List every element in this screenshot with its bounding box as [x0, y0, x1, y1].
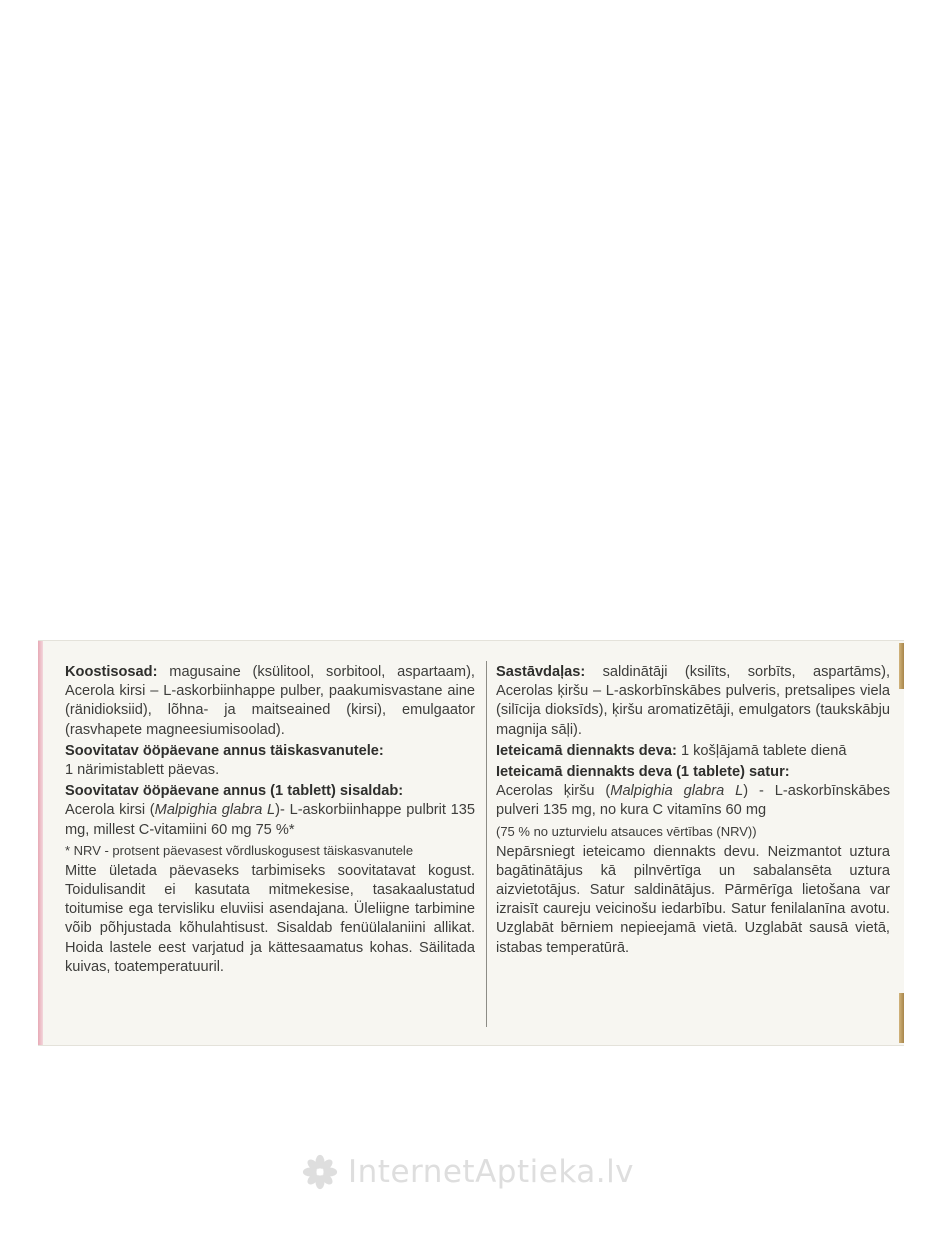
watermark-text: InternetAptieka.lv	[348, 1154, 635, 1190]
ingredients-label-et: Koostisosad:	[65, 664, 158, 680]
contains-pre-lv: Acerolas ķiršu (	[496, 783, 611, 800]
ingredients-text-lv: saldinātāji (ksilīts, sorbīts, aspartāms), Acerolas ķiršu – L-askorbīnskābes pulveris, pretsalipes viela (silīcija dioksīds), ķiršu aromatizētāji, emulgators (taukskābju magnija sāļi).	[496, 664, 890, 738]
warnings-et: Mitte ületada päevaseks tarbimiseks soovitatavat kogust. Toidulisandit ei kasutata mitmekesise, tasakaalustatud toitumise ega tervisliku eluviisi asendajana. Üleliigne tarbimine võib põhjustada kõhulahtisust. Sisaldab fenüülalaniini allikat. Hoida lastele eest varjatud ja kättesaamatus kohas. Säilitada kuivas, toatemperatuuril.	[65, 862, 475, 975]
contains-post-et: )- L-askorbiinhappe pulbrit 135 mg, millest C-vitamiini 60 mg 75 %*	[65, 802, 475, 838]
ingredients-label-lv: Sastāvdaļas:	[496, 664, 586, 680]
dose-paragraph-et	[65, 742, 475, 780]
dose-paragraph-lv	[496, 742, 890, 761]
footnote-et: * NRV - protsent päevasest võrdluskogusest täiskasvanutele	[65, 842, 414, 858]
dose-text-lv: 1 košļājamā tablete dienā	[676, 742, 847, 759]
contains-label-et: Soovitatav ööpäevane annus (1 tablett) sisaldab:	[65, 783, 404, 800]
contains-pre-et: Acerola kirsi (	[65, 802, 155, 819]
contains-paragraph-et	[65, 782, 475, 840]
package-right-edge-top	[899, 643, 904, 689]
leaf-flower-icon	[302, 1154, 338, 1190]
contains-paragraph-lv	[496, 763, 890, 821]
latin-name-et: Malpighia glabra L	[154, 802, 276, 819]
latvian-column	[496, 663, 890, 960]
package-right-edge-bottom	[899, 993, 904, 1043]
ingredients-paragraph-lv	[496, 663, 890, 740]
package-left-edge	[38, 641, 43, 1045]
estonian-column	[65, 663, 475, 979]
package-label-panel	[38, 640, 904, 1046]
column-divider	[486, 661, 487, 1027]
contains-label-lv: Ieteicamā diennakts deva (1 tablete) satur:	[496, 764, 790, 781]
watermark	[302, 1150, 662, 1194]
ingredients-paragraph-et	[65, 663, 475, 740]
footnote-lv: (75 % no uzturvielu atsauces vērtības (NRV))	[496, 823, 757, 839]
contains-post-lv: ) - L-askorbīnskābes pulveri 135 mg, no kura C vitamīns 60 mg	[496, 783, 890, 819]
ingredients-text-et: magusaine (ksülitool, sorbitool, aspartaam), Acerola kirsi – L-askorbiinhappe pulber, paakumisvastane aine (ränidioksiid), lõhna- ja maitseained (kirsi), emulgaator (rasvhapete magneesiumisoolad).	[65, 664, 475, 738]
dose-text-et: 1 närimistablett päevas.	[65, 762, 220, 779]
latin-name-lv: Malpighia glabra L	[610, 783, 744, 800]
dose-label-lv: Ieteicamā diennakts deva:	[496, 742, 677, 759]
warnings-lv: Nepārsniegt ieteicamo diennakts devu. Neizmantot uztura bagātinātājus kā pilnvērtīga un sabalansēta uztura aizvietotājus. Satur saldinātājus. Pārmērīga lietošana var izraisīt caureju veicinošu iedarbību. Satur fenilalanīna avotu. Uzglabāt bērniem nepieejamā vietā. Uzglabāt sausā vietā, istabas temperatūrā.	[496, 843, 890, 956]
dose-label-et: Soovitatav ööpäevane annus täiskasvanutele:	[65, 742, 384, 759]
